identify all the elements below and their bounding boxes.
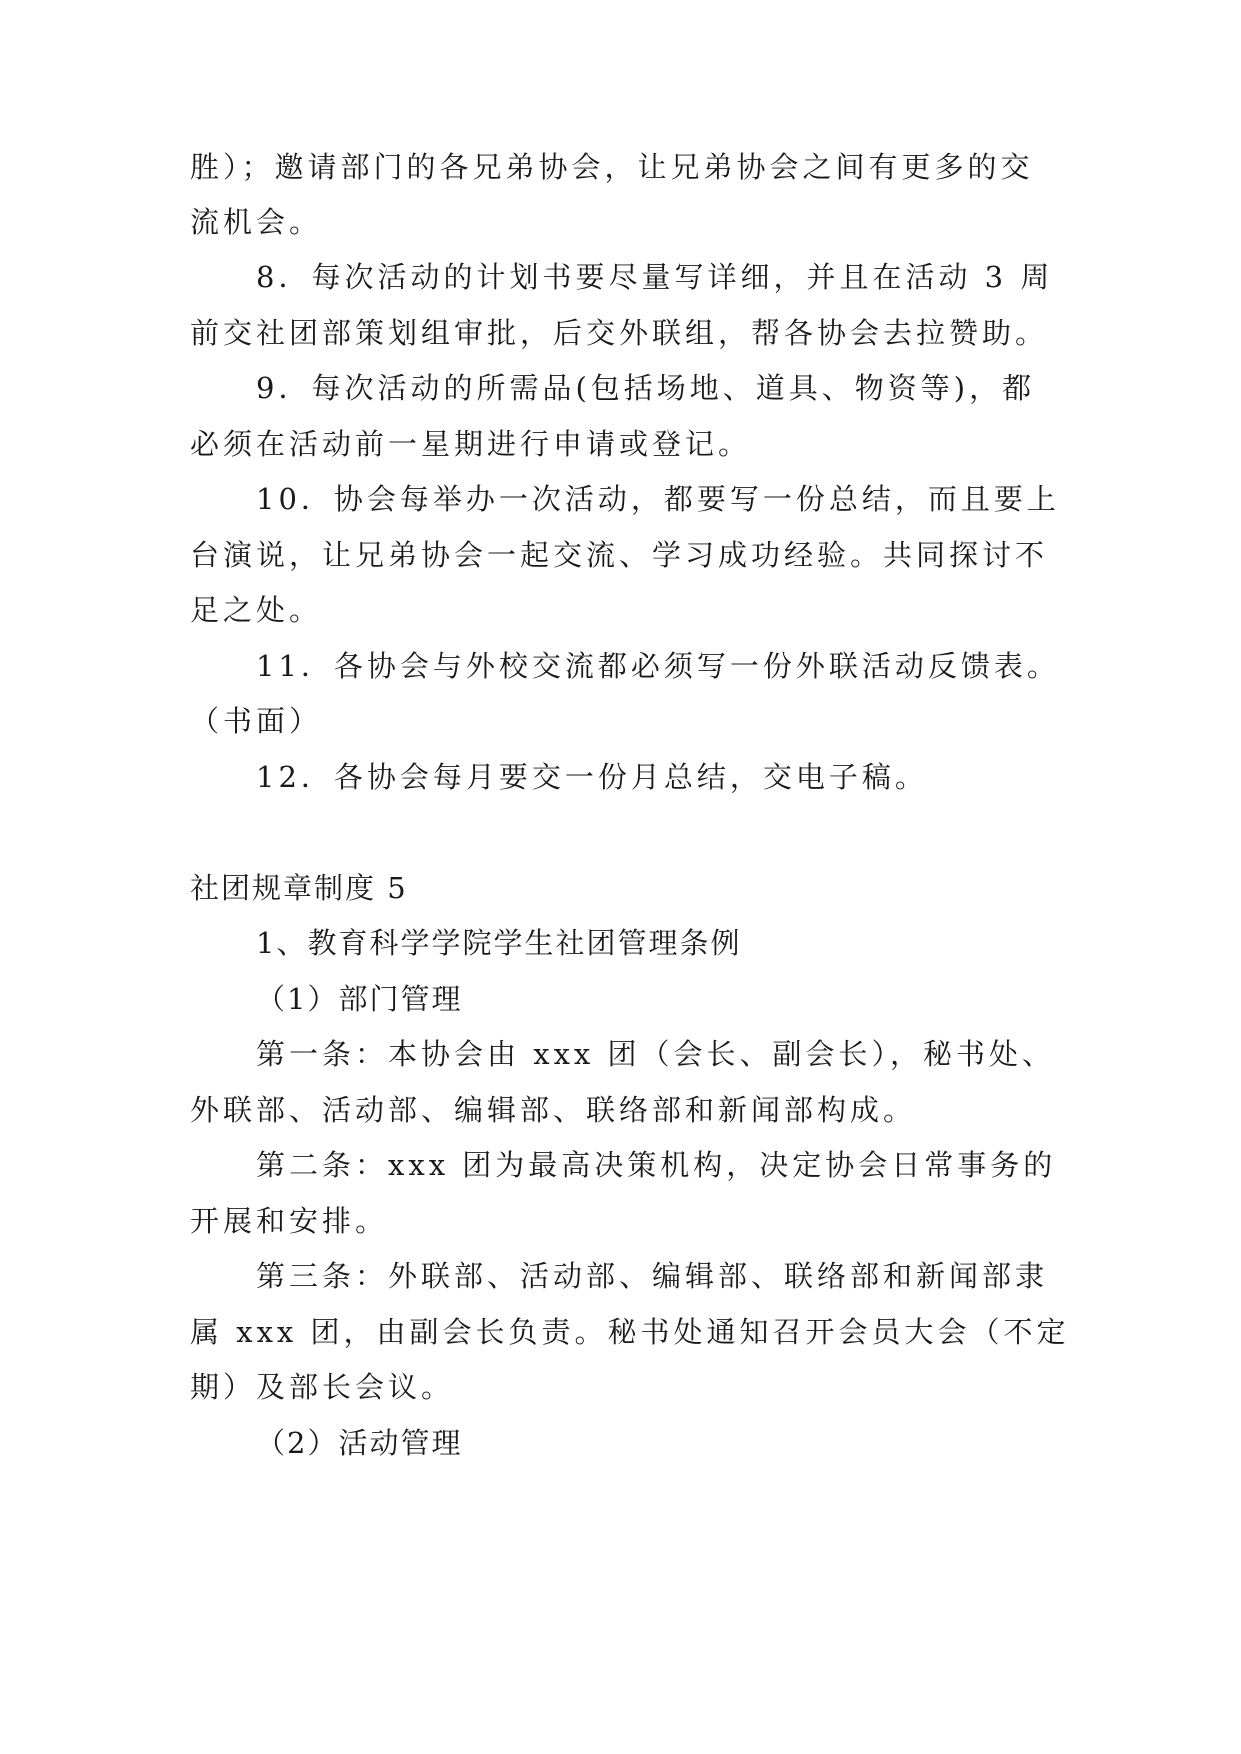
paragraph-line: 胜）；邀请部门的各兄弟协会，让兄弟协会之间有更多的交	[190, 150, 1034, 184]
paragraph-line: 属 xxx 团，由副会长负责。秘书处通知召开会员大会（不定	[190, 1315, 1070, 1349]
item-12-line: 12．各协会每月要交一份月总结，交电子稿。	[256, 760, 928, 794]
paragraph-line: 外联部、活动部、编辑部、联络部和新闻部构成。	[190, 1093, 917, 1127]
paragraph-line: 足之处。	[190, 593, 323, 627]
subsection-heading-1: （1）部门管理	[256, 982, 463, 1016]
paragraph-line: 前交社团部策划组审批，后交外联组，帮各协会去拉赞助。	[190, 316, 1049, 350]
subsection-heading-2: （2）活动管理	[256, 1426, 463, 1460]
article-1-line: 第一条：本协会由 xxx 团（会长、副会长），秘书处、	[256, 1037, 1056, 1071]
paragraph-line: 台演说，让兄弟协会一起交流、学习成功经验。共同探讨不	[190, 538, 1049, 572]
item-8-line: 8．每次活动的计划书要尽量写详细，并且在活动 3 周	[256, 260, 1054, 294]
paragraph-line: 开展和安排。	[190, 1204, 389, 1238]
paragraph-line: 流机会。	[190, 205, 323, 239]
subsection-title: 1、教育科学学院学生社团管理条例	[256, 926, 742, 960]
paragraph-line: 期）及部长会议。	[190, 1370, 455, 1404]
article-2-line: 第二条：xxx 团为最高决策机构，决定协会日常事务的	[256, 1148, 1057, 1182]
article-3-line: 第三条：外联部、活动部、编辑部、联络部和新闻部隶	[256, 1259, 1049, 1293]
item-11-line: 11．各协会与外校交流都必须写一份外联活动反馈表。	[256, 649, 1060, 683]
section-title: 社团规章制度 5	[190, 871, 408, 905]
paragraph-line: 必须在活动前一星期进行申请或登记。	[190, 427, 752, 461]
item-9-line: 9．每次活动的所需品(包括场地、道具、物资等)，都	[256, 371, 1036, 405]
paragraph-line: （书面）	[190, 704, 323, 738]
item-10-line: 10．协会每举办一次活动，都要写一份总结，而且要上	[256, 482, 1060, 516]
